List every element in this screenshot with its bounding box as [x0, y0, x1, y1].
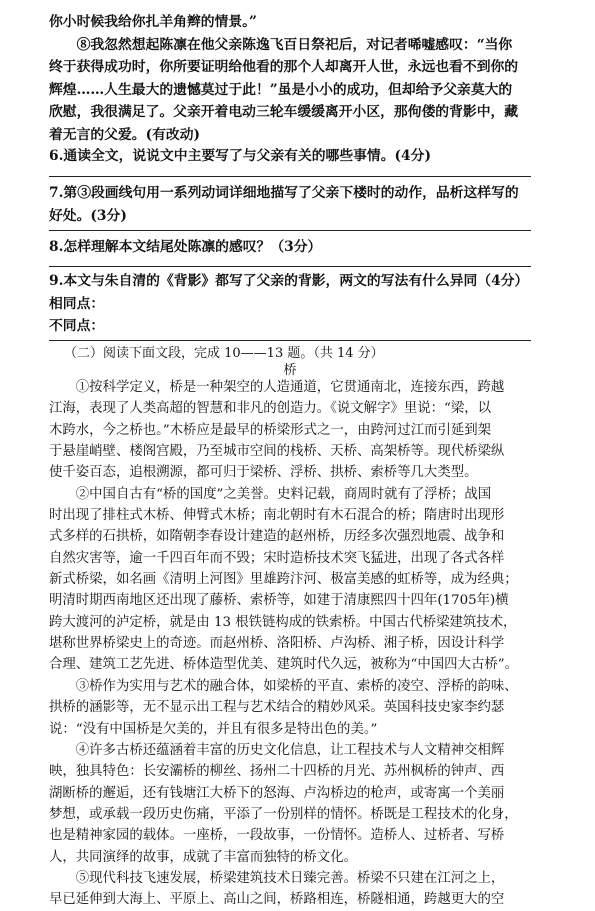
article-line: 拱桥的涵影等，无不显示出工程与艺术结合的精妙风采。英国科技史家李约瑟 — [49, 700, 505, 716]
passage-line: 欣慰，我很满足了。父亲开着电动三轮车缓缓离开小区，那佝偻的背影中，藏 — [49, 104, 519, 121]
passage-line: 着无言的父爱。(有改动) — [49, 126, 201, 143]
answer-line-9[interactable] — [49, 340, 531, 341]
article-line: ④许多古桥还蕴涵着丰富的历史文化信息，让工程技术与人文精神交相辉 — [49, 742, 505, 758]
question-7 — [49, 182, 519, 227]
passage-line: 你小时候我给你扎羊角辫的情景。” — [49, 14, 257, 30]
article-line: 说：“没有中国桥是欠美的，并且有很多是特出色的美。” — [49, 721, 378, 737]
question-9-diff-label: 不同点： — [49, 318, 105, 335]
article-line: 人，共同演绎的故事，成就了丰富而独特的桥文化。 — [49, 849, 357, 865]
article-line: ③桥作为实用与艺术的融合体，如梁桥的平直、索桥的凌空、浮桥的韵味、 — [49, 678, 518, 694]
article-line: 式多样的石拱桥，如隋朝李春设计建造的赵州桥，历经多次强烈地震、战争和 — [49, 529, 505, 545]
question-9-line: 9.本文与朱自清的《背影》都写了父亲的背影，两文的写法有什么异同（4分） — [49, 273, 529, 289]
article-line: 于悬崖峭壁、楼阁宫殿，乃至城市空间的栈桥、天桥、高架桥等。现代桥梁纵 — [49, 444, 505, 460]
article-line: 明清时期西南地区还出现了藤桥、索桥等，如建于清康熙四十四年(1705年)横 — [49, 593, 509, 609]
article-line: 堪称世界桥梁史上的奇迹。而赵州桥、洛阳桥、卢沟桥、湘子桥，因设计科学 — [49, 636, 505, 652]
answer-line-8[interactable] — [49, 266, 531, 267]
article-line: 使千姿百态，追根溯源，都可归于梁桥、浮桥、拱桥、索桥等几大类型。 — [49, 465, 478, 481]
article-title: 桥 — [283, 363, 297, 378]
question-7-line: 7.第③段画线句用一系列动词详细地描写了父亲下楼时的动作，品析这样写的 — [49, 185, 519, 201]
answer-line-7[interactable] — [49, 230, 531, 231]
article-line: 江海，表现了人类高超的智慧和非凡的创造力。《说文解字》里说：“梁，以 — [49, 401, 492, 417]
article-line: 映，独具特色：长安灞桥的柳丝、扬州二十四桥的月光、苏州枫桥的钟声、西 — [49, 764, 505, 780]
article-line: 木跨水，今之桥也。”木桥应是最早的桥梁形式之一，由跨河过江而引延到架 — [49, 422, 492, 438]
article-line: ⑤现代科技飞速发展，桥梁建筑技术日臻完善。桥梁不只建在江河之上， — [49, 870, 505, 886]
question-6-text: 6.通读全文，说说文中主要写了与父亲有关的哪些事情。(4分) — [49, 148, 431, 164]
answer-line-6[interactable] — [49, 176, 531, 177]
article-body — [49, 377, 518, 911]
article-line: 合理、建筑工艺先进、桥体造型优美、建筑时代久远，被称为“中国四大古桥”。 — [49, 657, 518, 673]
article-line: 新式桥梁，如名画《清明上河图》里雄跨汴河、极富美感的虹桥等，成为经典； — [49, 572, 518, 588]
article-line: 湖断桥的邂逅，还有钱塘江大桥下的怒海、卢沟桥边的枪声，或寄寓一个美丽 — [49, 785, 505, 801]
article-line: 跨大渡河的泸定桥，就是由 13 根铁链构成的铁索桥。中国古代桥梁建筑技术， — [49, 614, 517, 630]
article-line: 时出现了排柱式木桥、伸臂式木桥；南北朝时有木石混合的桥；隋唐时出现形 — [49, 508, 505, 524]
article-line: 梦想，或承载一段历史伤痛，平添了一份别样的情怀。桥既是工程技术的化身， — [49, 806, 518, 822]
article-line: ②中国自古有“桥的国度”之美誉。史料记载，商周时就有了浮桥；战国 — [49, 486, 492, 502]
article-line: 也是精神家园的载体。一座桥，一段故事，一份情怀。造桥人、过桥者、写桥 — [49, 828, 505, 844]
article-line: 自然灾害等，逾一千四百年而不毁；宋时造桥技术突飞猛进，出现了各式各样 — [49, 550, 505, 566]
section-2-heading: （二）阅读下面文段，完成 10——13 题。（共 14 分） — [64, 346, 384, 361]
article-line: ①按科学定义，桥是一种架空的人造通道，它贯通南北，连接东西，跨越 — [49, 380, 505, 395]
question-8 — [49, 236, 321, 259]
passage-line: ⑧我忽然想起陈凛在他父亲陈逸飞百日祭祀后，对记者唏嘘感叹：“当你 — [49, 36, 513, 53]
question-9-same-label: 相同点： — [49, 295, 105, 312]
article-line: 早已延伸到大海上、平原上、高山之间，桥路相连，桥隧相通，跨越更大的空 — [49, 892, 505, 908]
question-8-text: 8.怎样理解本文结尾处陈凛的感叹？（3分） — [49, 239, 322, 255]
question-6 — [49, 145, 431, 168]
passage-line: 终于获得成功时，你所要证明给他看的那个人却离开人世，永远也看不到你的 — [49, 59, 519, 76]
passage-prev-ending — [49, 11, 518, 147]
passage-line: 辉煌……人生最大的遗憾莫过于此！”虽是小小的成功，但却给予父亲莫大的 — [49, 81, 513, 98]
question-7-line: 好处。(3分) — [49, 207, 127, 224]
question-9 — [49, 270, 528, 338]
